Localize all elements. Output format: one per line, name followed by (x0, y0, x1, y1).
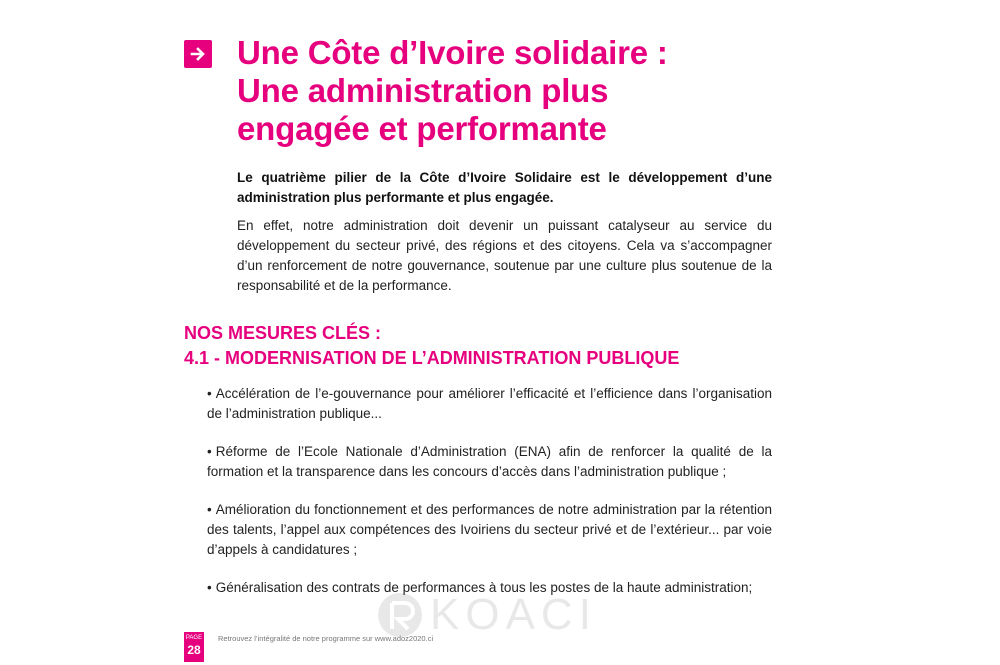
list-item (207, 384, 772, 424)
measure-text: Réforme de l’Ecole Nationale d’Administration (ENA) afin de renforcer la qualité de la formation et la transparence dans les concours d’accès dans l’administration publique ; (207, 444, 772, 479)
koaci-logo-glyph (378, 593, 422, 637)
bullet: • (207, 386, 212, 401)
bullet: • (207, 502, 212, 517)
title-line-3: engagée et performante (237, 110, 607, 147)
page-number: 28 (187, 643, 201, 657)
page-title (237, 34, 837, 148)
section-label: NOS MESURES CLÉS : (184, 323, 382, 343)
watermark-text: KOACI (430, 590, 597, 639)
title-line-1: Une Côte d’Ivoire solidaire : (237, 34, 668, 71)
measure-text: Accélération de l’e-gouvernance pour améliorer l’efficacité et l’efficience dans l’organisation de l’administration publique... (207, 386, 772, 421)
page-tab-label: PAGE (185, 635, 203, 641)
measures-list (207, 384, 772, 616)
watermark (378, 590, 597, 640)
arrow-right-icon (184, 40, 212, 68)
koaci-logo-icon (378, 593, 422, 637)
page-number-tab (184, 632, 204, 662)
intro-paragraph: Le quatrième pilier de la Côte d’Ivoire Solidaire est le développement d’une administration plus performante et plus engagée. (237, 170, 772, 205)
bullet: • (207, 444, 212, 459)
measure-text: Généralisation des contrats de performances à tous les postes de la haute administration; (215, 580, 753, 595)
measure-text: Amélioration du fonctionnement et des performances de notre administration par la rétention des talents, l’appel aux compétences des Ivoiriens du secteur privé et de l’extérieur... par voie d’appels à candidatures ; (207, 502, 772, 557)
title-line-2: Une administration plus (237, 72, 609, 109)
bullet: • (207, 580, 212, 595)
list-item (207, 442, 772, 482)
body-paragraph: En effet, notre administration doit devenir un puissant catalyseur au service du développement du secteur privé, des régions et des citoyens. Cela va s’accompagner d’un renforcement de notre gouvernance, soutenue par une culture plus soutenue de la responsabilité et de la performance. (237, 218, 772, 293)
list-item (207, 500, 772, 560)
arrow-right-icon-glyph (188, 44, 208, 64)
footer-text: Retrouvez l’intégralité de notre programme sur www.adoz2020.ci (218, 634, 434, 643)
section-heading: 4.1 - MODERNISATION DE L’ADMINISTRATION PUBLIQUE (184, 348, 680, 368)
